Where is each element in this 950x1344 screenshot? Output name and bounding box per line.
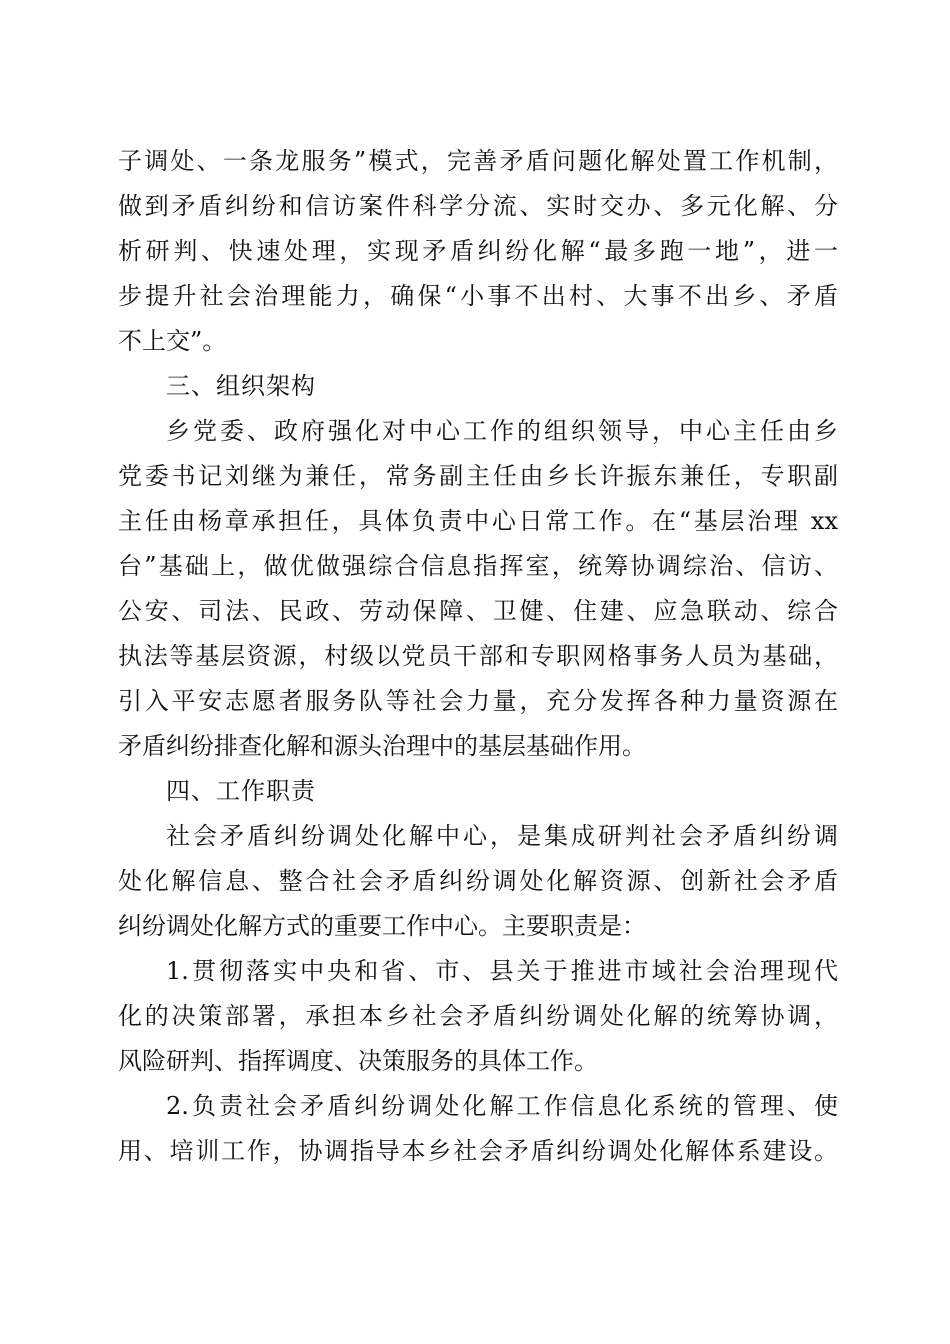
para2-line-2: 党委书记刘继为兼任，常务副主任由乡长许振东兼任，专职副 [118,462,838,490]
para2-line-6: 执法等基层资源，村级以党员干部和专职网格事务人员为基础， [118,642,838,670]
para2-line-4: 台”基础上，做优做强综合信息指挥室，统筹协调综治、信访、 [118,552,838,580]
item2-line-1: 2.负责社会矛盾纠纷调处化解工作信息化系统的管理、使 [166,1092,838,1120]
para3-line-3: 纠纷调处化解方式的重要工作中心。主要职责是： [118,912,646,940]
section-heading-organization: 三、组织架构 [166,372,316,400]
para2-line-5: 公安、司法、民政、劳动保障、卫健、住建、应急联动、综合 [118,597,838,625]
para1-line-5: 不上交”。 [118,327,227,355]
para2-line-8: 矛盾纠纷排查化解和源头治理中的基层基础作用。 [118,732,646,760]
item1-line-2: 化的决策部署，承担本乡社会矛盾纠纷调处化解的统筹协调， [118,1002,838,1030]
item2-line-2: 用、培训工作，协调指导本乡社会矛盾纠纷调处化解体系建设。 [118,1137,838,1165]
item1-line-3: 风险研判、指挥调度、决策服务的具体工作。 [118,1047,598,1075]
item1-line-1: 1.贯彻落实中央和省、市、县关于推进市域社会治理现代 [166,957,838,985]
para1-line-4: 步提升社会治理能力，确保“小事不出村、大事不出乡、矛盾 [118,282,838,310]
para3-line-2: 处化解信息、整合社会矛盾纠纷调处化解资源、创新社会矛盾 [118,867,838,895]
para2-line-7: 引入平安志愿者服务队等社会力量，充分发挥各种力量资源在 [118,687,838,715]
para1-line-1: 子调处、一条龙服务”模式，完善矛盾问题化解处置工作机制， [118,147,838,175]
section-heading-duties: 四、工作职责 [166,777,316,805]
para1-line-3: 析研判、快速处理，实现矛盾纠纷化解“最多跑一地”，进一 [118,237,838,265]
para1-line-2: 做到矛盾纠纷和信访案件科学分流、实时交办、多元化解、分 [118,192,838,220]
para2-line-3: 主任由杨章承担任，具体负责中心日常工作。在“基层治理 xx [118,507,838,535]
para3-line-1: 社会矛盾纠纷调处化解中心，是集成研判社会矛盾纠纷调 [166,822,838,850]
para2-line-1: 乡党委、政府强化对中心工作的组织领导，中心主任由乡 [166,417,838,445]
